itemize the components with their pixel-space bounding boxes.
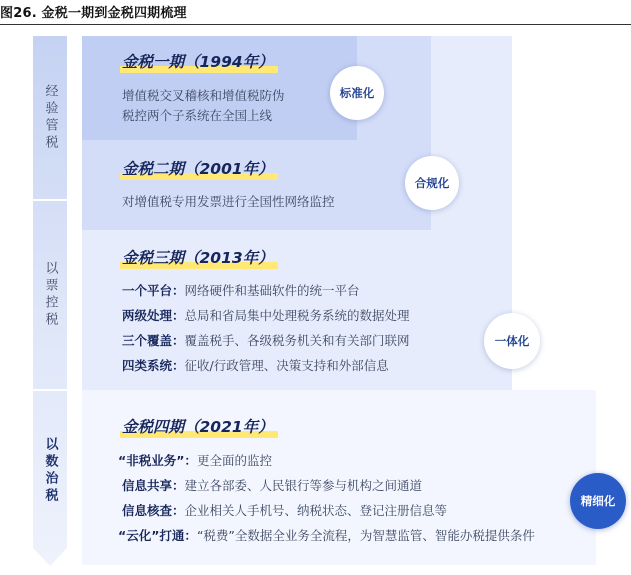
row-label: 三个覆盖： xyxy=(122,333,185,348)
row-text: 总局和省局集中处理税务系统的数据处理 xyxy=(184,308,410,323)
row-text: 征收/行政管理、决策支持和外部信息 xyxy=(184,358,389,373)
stage1-badge: 标准化 xyxy=(330,66,384,120)
phase-data xyxy=(33,391,67,551)
stage2-line: 对增值税专用发票进行全国性网络监控 xyxy=(122,194,335,209)
stage1-title: 金税一期（1994年） xyxy=(122,50,274,72)
stage3-row xyxy=(122,356,389,374)
row-text: 企业相关人手机号、纳税状态、登记注册信息等 xyxy=(184,503,448,518)
row-text: 更全面的监控 xyxy=(196,453,272,468)
phase-label: 经验管税 xyxy=(42,84,58,152)
phase-label: 以票控税 xyxy=(42,261,58,329)
stage4-row xyxy=(118,451,272,469)
row-label: 信息核查： xyxy=(122,503,185,518)
stage3-title: 金税三期（2013年） xyxy=(122,246,274,268)
row-text: 覆盖税手、各级税务机关和有关部门联网 xyxy=(184,333,410,348)
row-text: “税费”全数据全业务全流程，为智慧监管、智能办税提供条件 xyxy=(196,528,535,543)
stage1-line: 税控两个子系统在全国上线 xyxy=(122,108,273,123)
stage4-title: 金税四期（2021年） xyxy=(122,415,274,437)
title-divider xyxy=(0,24,631,25)
stage4-row xyxy=(122,501,447,519)
stage3-row xyxy=(122,306,410,324)
stage3-row xyxy=(122,281,360,299)
stage3-row xyxy=(122,331,410,349)
row-label: “非税业务”： xyxy=(118,453,197,468)
stage3-badge: 一体化 xyxy=(484,313,540,369)
stage4-row xyxy=(122,476,422,494)
row-label: 一个平台： xyxy=(122,283,185,298)
stage4-row xyxy=(118,526,535,544)
row-label: “云化”打通： xyxy=(118,528,197,543)
stage4-badge: 精细化 xyxy=(570,473,626,529)
row-label: 两级处理： xyxy=(122,308,185,323)
row-text: 网络硬件和基础软件的统一平台 xyxy=(184,283,360,298)
stage2-title: 金税二期（2001年） xyxy=(122,157,274,179)
figure-title: 图26. 金税一期到金税四期梳理 xyxy=(0,6,187,21)
stage1-line: 增值税交叉稽核和增值税防伪 xyxy=(122,88,285,103)
stage2-badge: 合规化 xyxy=(405,156,459,210)
row-text: 建立各部委、人民银行等参与机构之间通道 xyxy=(184,478,423,493)
row-label: 信息共享： xyxy=(122,478,185,493)
row-label: 四类系统： xyxy=(122,358,185,373)
phase-invoice xyxy=(33,201,67,389)
phase-experience xyxy=(33,36,67,200)
phase-label: 以数治税 xyxy=(42,437,58,505)
